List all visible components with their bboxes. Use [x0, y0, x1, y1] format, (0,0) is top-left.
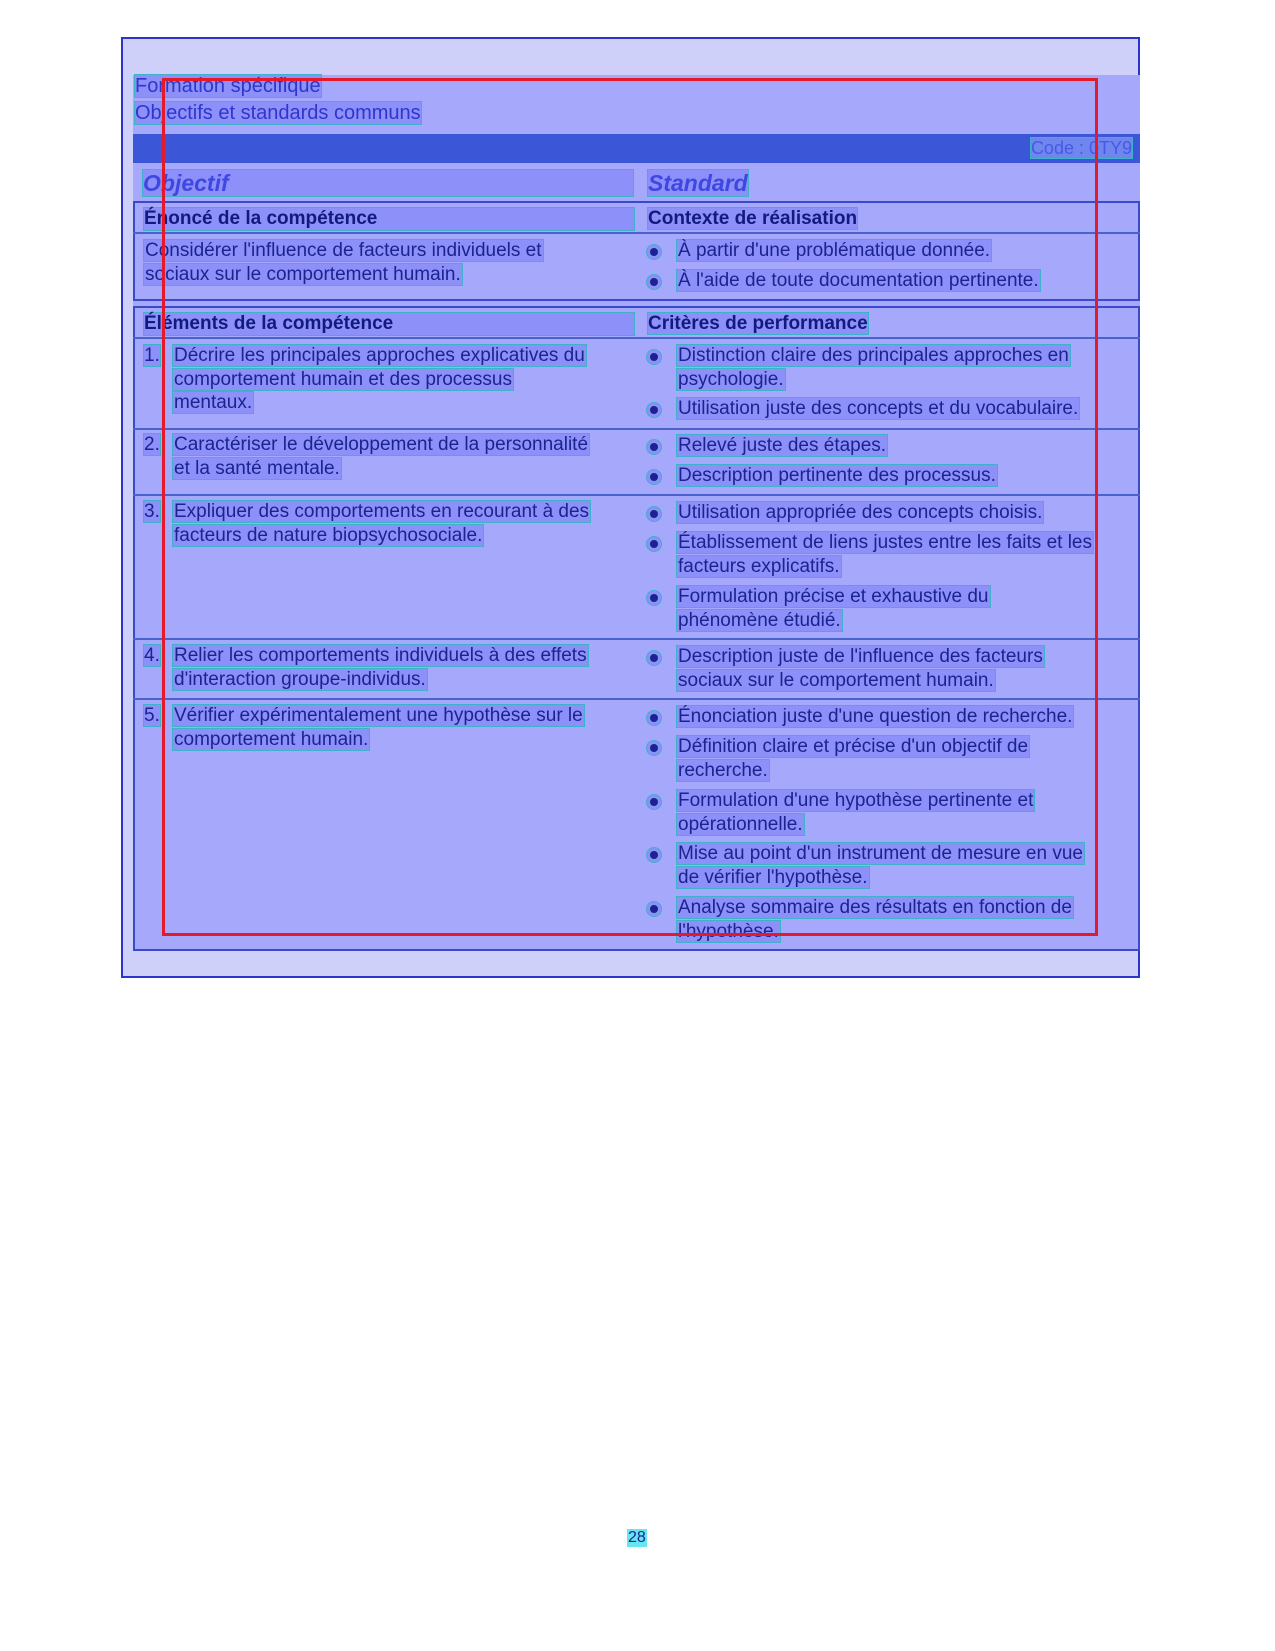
course-code: Code : 0TY9 — [1030, 138, 1132, 158]
page-number: 28 — [628, 1529, 646, 1546]
bullet-icon — [650, 654, 658, 662]
context-heading: Contexte de réalisation — [648, 208, 858, 229]
section-subtitle: Objectifs et standards communs — [135, 102, 421, 124]
bullet-icon — [650, 905, 658, 913]
criterion: Mise au point d'un instrument de mesure en vue de vérifier l'hypothèse. — [678, 843, 1083, 888]
bullet-icon — [650, 248, 658, 256]
competence-statement: Considérer l'influence de facteurs individuels et sociaux sur le comportement humain. — [145, 240, 542, 285]
bullet-icon — [650, 851, 658, 859]
element-text: Expliquer des comportements en recourant à des facteurs de nature biopsychosociale. — [174, 501, 590, 546]
element-text: Caractériser le développement de la personnalité et la santé mentale. — [174, 434, 589, 479]
divider — [133, 232, 1140, 234]
element-number: 3. — [144, 501, 160, 522]
elements-heading: Éléments de la compétence — [144, 313, 634, 335]
bullet-icon — [650, 510, 658, 518]
objective-heading: Objectif — [143, 170, 633, 196]
row-divider — [133, 494, 1140, 496]
criterion: Relevé juste des étapes. — [678, 435, 887, 456]
context-item: À partir d'une problématique donnée. — [678, 240, 991, 261]
criterion: Établissement de liens justes entre les faits et les facteurs explicatifs. — [678, 532, 1092, 577]
criteria-heading: Critères de performance — [648, 313, 868, 334]
bullet-icon — [650, 353, 658, 361]
bullet-icon — [650, 278, 658, 286]
element-number: 5. — [144, 705, 160, 726]
element-number: 4. — [144, 645, 160, 666]
criterion: Formulation précise et exhaustive du phénomène étudié. — [678, 586, 989, 631]
standard-heading: Standard — [648, 170, 748, 196]
criterion: Distinction claire des principales approches en psychologie. — [678, 345, 1069, 390]
bullet-icon — [650, 473, 658, 481]
element-number: 2. — [144, 434, 160, 455]
element-text: Décrire les principales approches explicatives du comportement humain et des processus mentaux. — [174, 345, 585, 413]
bullet-icon — [650, 744, 658, 752]
criterion: Analyse sommaire des résultats en fonction de l'hypothèse. — [678, 897, 1072, 942]
element-text: Relier les comportements individuels à des effets d'interaction groupe-individus. — [174, 645, 587, 690]
divider — [133, 337, 1140, 339]
bullet-icon — [650, 594, 658, 602]
bullet-icon — [650, 540, 658, 548]
bullet-icon — [650, 798, 658, 806]
row-divider — [133, 638, 1140, 640]
context-item: À l'aide de toute documentation pertinente. — [678, 270, 1039, 291]
element-text: Vérifier expérimentalement une hypothèse sur le comportement humain. — [174, 705, 583, 750]
row-divider — [133, 428, 1140, 430]
criterion: Utilisation appropriée des concepts choisis. — [678, 502, 1043, 523]
criterion: Description pertinente des processus. — [678, 465, 996, 486]
criterion: Description juste de l'influence des facteurs sociaux sur le comportement humain. — [678, 646, 1043, 691]
bullet-icon — [650, 714, 658, 722]
row-divider — [133, 698, 1140, 700]
criterion: Formulation d'une hypothèse pertinente et opérationnelle. — [678, 790, 1034, 835]
section-title: Formation spécifique — [135, 75, 321, 97]
criterion: Utilisation juste des concepts et du vocabulaire. — [678, 398, 1079, 419]
element-number: 1. — [144, 345, 160, 366]
competence-heading: Énoncé de la compétence — [144, 208, 634, 230]
criterion: Définition claire et précise d'un objectif de recherche. — [678, 736, 1029, 781]
criterion: Énonciation juste d'une question de recherche. — [678, 706, 1073, 727]
bullet-icon — [650, 406, 658, 414]
bullet-icon — [650, 443, 658, 451]
code-bar — [133, 134, 1140, 163]
